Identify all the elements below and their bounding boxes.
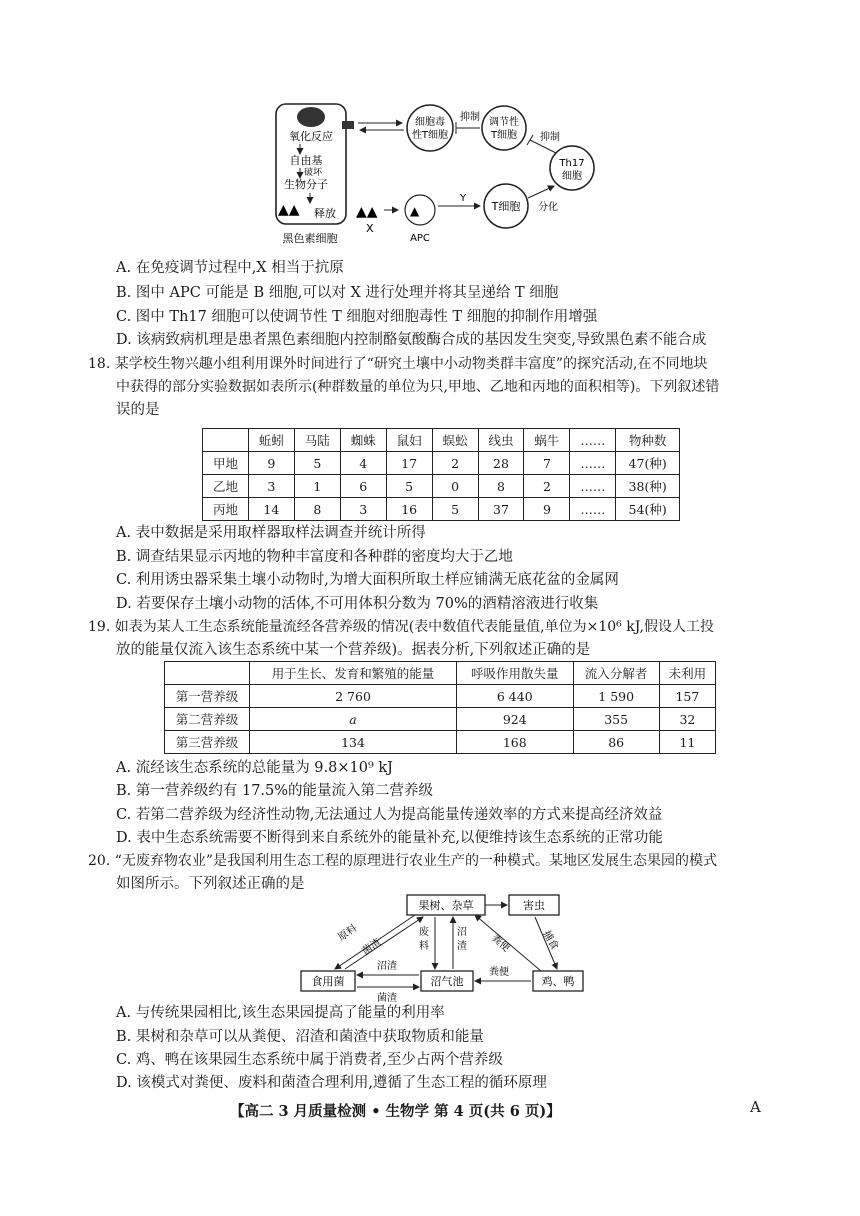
q18-stem-2: 中获得的部分实验数据如表所示(种群数量的单位为只,甲地、乙地和丙地的面积相等)。下列叙述错	[116, 379, 720, 395]
table-cell: ……	[570, 452, 616, 475]
table-row	[165, 685, 716, 708]
q18-option-b: B. 调查结果显示丙地的物种丰富度和各种群的密度均大于乙地	[116, 549, 513, 565]
table-header: 呼吸作用散失量	[457, 662, 574, 685]
table-cell: 0	[432, 475, 478, 498]
svg-text:T细胞: T细胞	[490, 130, 518, 141]
table-cell: 86	[573, 731, 659, 754]
treg-cell-label: 调节性	[489, 117, 519, 128]
table-cell: ……	[570, 475, 616, 498]
table-cell: 47(种)	[616, 452, 680, 475]
release-label: 释放	[314, 207, 336, 220]
table-header: 蚯蚓	[248, 429, 294, 452]
biogas-box-label: 沼气池	[430, 975, 464, 988]
table-cell: 第二营养级	[165, 708, 250, 731]
table-cell: 168	[457, 731, 574, 754]
table-cell: 38(种)	[616, 475, 680, 498]
table-cell: ……	[570, 498, 616, 521]
table-header-row	[203, 429, 680, 452]
q18-option-a: A. 表中数据是采用取样器取样法调查并统计所得	[116, 525, 426, 541]
table-cell: 3	[340, 498, 386, 521]
q19-option-c: C. 若第二营养级为经济性动物,无法通过人为提高能量传递效率的方式来提高经济效益	[116, 807, 663, 823]
svg-text:细胞: 细胞	[562, 171, 582, 182]
poultry-box-label: 鸡、鸭	[541, 975, 575, 988]
biogas-residue-label-2: 沼渣	[377, 961, 397, 972]
table-cell: 32	[659, 708, 715, 731]
table-header: 未利用	[659, 662, 715, 685]
table-row	[203, 475, 680, 498]
svg-text:渣: 渣	[457, 941, 467, 952]
waste-label: 废	[419, 927, 429, 938]
q20-stem-2: 如图所示。下列叙述正确的是	[116, 876, 305, 892]
inhibit-label-2: 抑制	[540, 132, 560, 143]
table-cell: 2 760	[250, 685, 457, 708]
table-header	[165, 662, 250, 685]
table-cell: 丙地	[203, 498, 249, 521]
table-cell: 1	[294, 475, 340, 498]
table-cell: 5	[294, 452, 340, 475]
table-header: 用于生长、发育和繁殖的能量	[250, 662, 457, 685]
table-header: 蜈蚣	[432, 429, 478, 452]
q20-option-a: A. 与传统果园相比,该生态果园提高了能量的利用率	[116, 1005, 445, 1021]
q20-option-c: C. 鸡、鸭在该果园生态系统中属于消费者,至少占两个营养级	[116, 1052, 503, 1068]
q18-table	[202, 428, 680, 521]
table-cell: 14	[248, 498, 294, 521]
melanocyte-label: 黑色素细胞	[282, 232, 338, 245]
table-row	[203, 498, 680, 521]
page-footer: 【高二 3 月质量检测 • 生物学 第 4 页(共 6 页)】	[230, 1103, 561, 1120]
immune-diagram	[270, 98, 600, 248]
biogas-residue-label: 沼	[457, 927, 467, 938]
free-radical-label: 自由基	[289, 154, 323, 167]
manure-label-1: 粪便	[489, 932, 512, 955]
q19-option-b: B. 第一营养级约有 17.5%的能量流入第二营养级	[116, 783, 434, 799]
table-row	[165, 731, 716, 754]
table-cell: 5	[386, 475, 432, 498]
biomolecule-label: 生物分子	[284, 178, 328, 191]
table-cell: 17	[386, 452, 432, 475]
predation-label: 捕食	[540, 929, 560, 952]
x-label: X	[366, 222, 374, 235]
q18-stem-3: 误的是	[116, 402, 160, 418]
table-cell: 3	[248, 475, 294, 498]
table-cell: 134	[250, 731, 457, 754]
q19-stem-1: 19. 如表为某人工生态系统能量流经各营养级的情况(表中数值代表能量值,单位为×10⁶ kJ,假设人工投	[88, 619, 714, 635]
q19-option-d: D. 表中生态系统需要不断得到来自系统外的能量补充,以便维持该生态系统的正常功能	[116, 830, 663, 846]
fruit-box-label: 果树、杂草	[418, 899, 474, 912]
q18-option-c: C. 利用诱虫器采集土壤小动物时,为增大面积所取土样应铺满无底花盆的金属网	[116, 572, 619, 588]
th17-cell-label: Th17	[559, 158, 585, 169]
destroy-label: 破坏	[304, 168, 323, 178]
q19-option-a: A. 流经该生态系统的总能量为 9.8×10⁹ kJ	[116, 760, 393, 776]
table-cell: 37	[478, 498, 524, 521]
mush-residue-label-2: 菌渣	[377, 993, 397, 1003]
y-label: Y	[460, 193, 467, 204]
table-cell: 7	[524, 452, 570, 475]
q17-option-a: A. 在免疫调节过程中,X 相当于抗原	[116, 260, 344, 276]
table-header: 线虫	[478, 429, 524, 452]
manure-label-2: 粪便	[489, 967, 509, 978]
svg-text:▲▲: ▲▲	[356, 204, 378, 220]
table-cell: 4	[340, 452, 386, 475]
table-cell: 5	[432, 498, 478, 521]
ecosystem-diagram	[295, 893, 585, 1003]
table-header	[203, 429, 249, 452]
table-header: 鼠妇	[386, 429, 432, 452]
q17-option-c: C. 图中 Th17 细胞可以使调节性 T 细胞对细胞毒性 T 细胞的抑制作用增强	[116, 309, 598, 325]
table-cell: 157	[659, 685, 715, 708]
svg-text:▲: ▲	[410, 204, 420, 218]
table-cell: 6	[340, 475, 386, 498]
svg-text:料: 料	[419, 941, 429, 952]
q20-option-b: B. 果树和杂草可以从粪便、沼渣和菌渣中获取物质和能量	[116, 1029, 484, 1045]
differentiate-label: 分化	[538, 202, 558, 213]
table-cell: 6 440	[457, 685, 574, 708]
table-cell: 9	[248, 452, 294, 475]
table-cell: a	[250, 708, 457, 731]
table-cell: 54(种)	[616, 498, 680, 521]
table-cell: 2	[524, 475, 570, 498]
table-cell: 924	[457, 708, 574, 731]
table-header: 流入分解者	[573, 662, 659, 685]
q19-stem-2: 放的能量仅流入该生态系统中某一个营养级)。据表分析,下列叙述正确的是	[116, 642, 591, 658]
oxidation-label: 氧化反应	[289, 130, 333, 143]
table-header: 蜗牛	[524, 429, 570, 452]
svg-text:▲▲: ▲▲	[278, 202, 300, 218]
table-cell: 第一营养级	[165, 685, 250, 708]
raw-label: 原料	[336, 922, 360, 944]
ctl-cell-label: 细胞毒	[415, 117, 445, 128]
table-cell: 2	[432, 452, 478, 475]
table-cell: 28	[478, 452, 524, 475]
q20-option-d: D. 该模式对粪便、废料和菌渣合理利用,遵循了生态工程的循环原理	[116, 1075, 547, 1091]
table-header: 物种数	[616, 429, 680, 452]
table-cell: 第三营养级	[165, 731, 250, 754]
mushroom-box-label: 食用菌	[311, 975, 345, 988]
table-cell: 乙地	[203, 475, 249, 498]
t-cell-label: T细胞	[491, 200, 521, 213]
table-header: 马陆	[294, 429, 340, 452]
table-cell: 8	[478, 475, 524, 498]
table-cell: 甲地	[203, 452, 249, 475]
q18-stem-1: 18. 某学校生物兴趣小组利用课外时间进行了“研究土壤中小动物类群丰富度”的探究活动,在不同地块	[88, 356, 708, 372]
paper-version: A	[750, 1098, 761, 1116]
table-cell: 16	[386, 498, 432, 521]
table-row	[165, 708, 716, 731]
table-cell: 355	[573, 708, 659, 731]
q20-stem-1: 20. “无废弃物农业”是我国利用生态工程的原理进行农业生产的一种模式。某地区发展生态果园的模式	[88, 853, 718, 869]
q19-table	[164, 661, 716, 754]
table-cell: 8	[294, 498, 340, 521]
q17-option-d: D. 该病致病机理是患者黑色素细胞内控制酪氨酸酶合成的基因发生突变,导致黑色素不能合成	[116, 332, 707, 348]
pest-box-label: 害虫	[523, 899, 545, 912]
mush-residue-label: 菌渣	[360, 936, 384, 958]
table-cell: 1 590	[573, 685, 659, 708]
table-header: ……	[570, 429, 616, 452]
q18-option-d: D. 若要保存土壤小动物的活体,不可用体积分数为 70%的酒精溶液进行收集	[116, 596, 599, 612]
table-header: 蜘蛛	[340, 429, 386, 452]
q17-option-b: B. 图中 APC 可能是 B 细胞,可以对 X 进行处理并将其呈递给 T 细胞	[116, 285, 559, 301]
table-header-row	[165, 662, 716, 685]
svg-text:性T细胞: 性T细胞	[411, 130, 449, 141]
table-row	[203, 452, 680, 475]
inhibit-label-1: 抑制	[460, 112, 480, 123]
apc-label: APC	[410, 233, 430, 244]
table-cell: 11	[659, 731, 715, 754]
table-cell: 9	[524, 498, 570, 521]
